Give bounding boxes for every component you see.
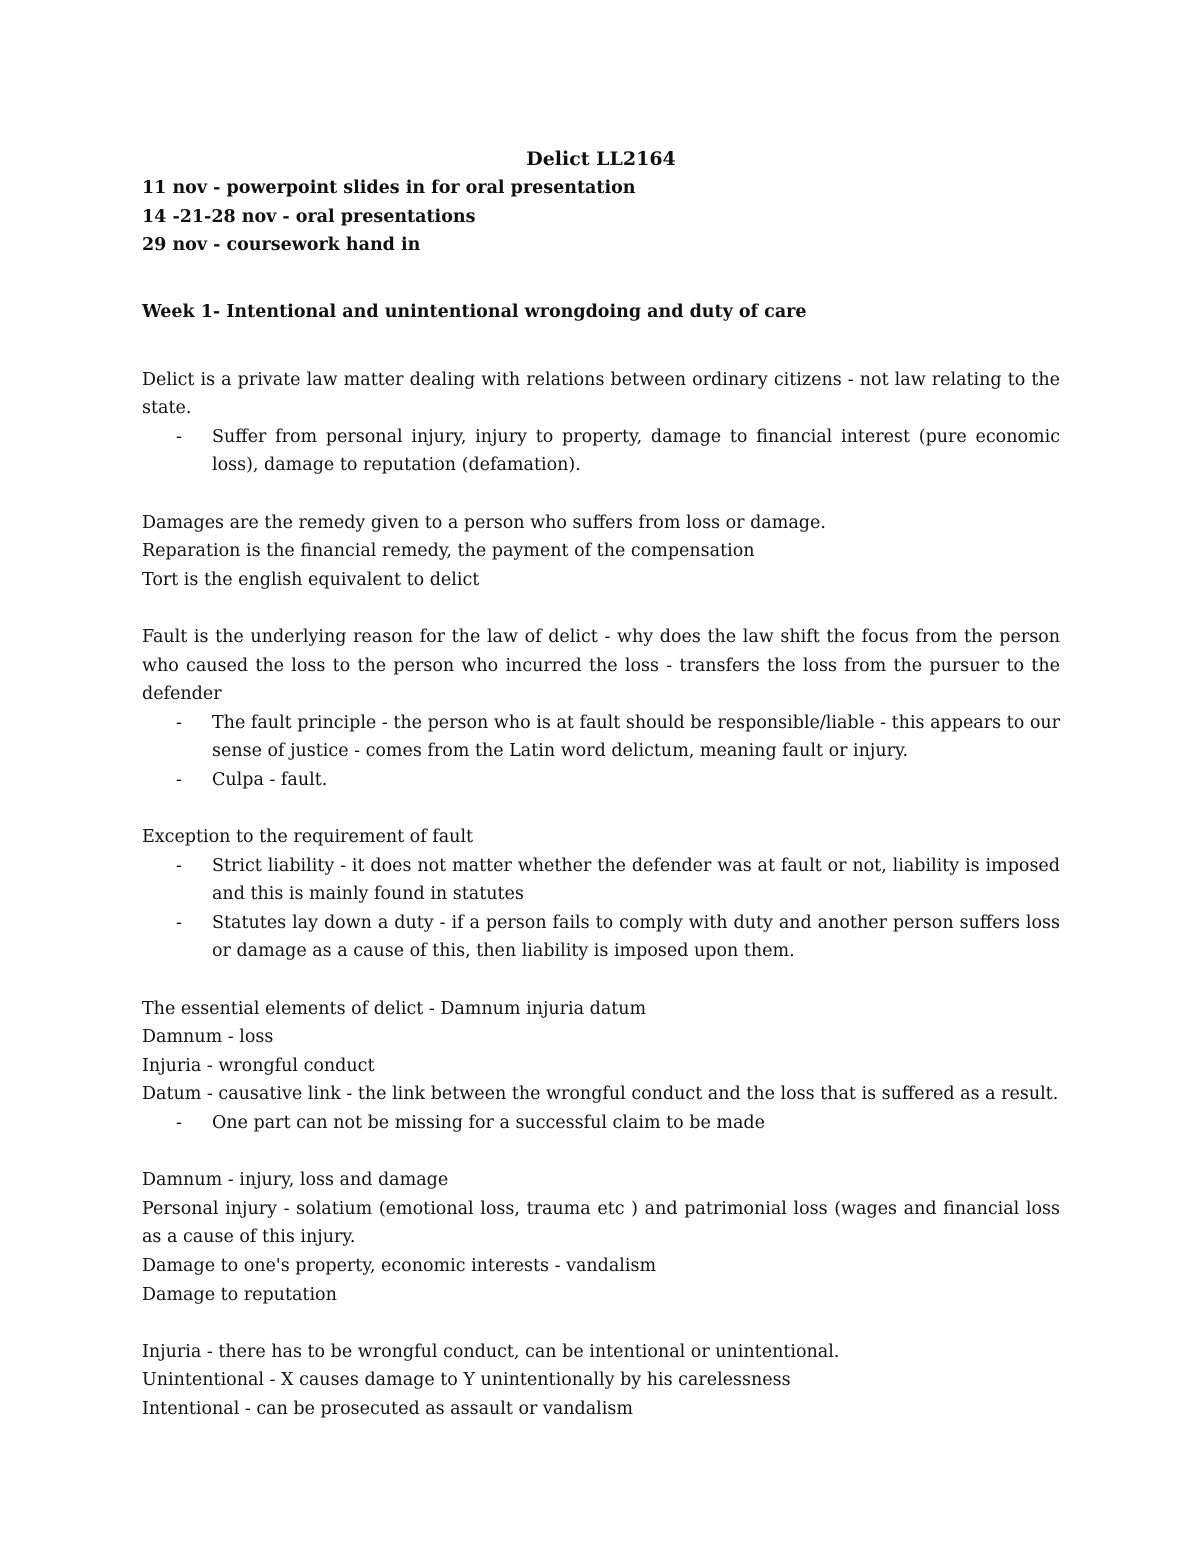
bullet-list-elements (142, 1109, 1060, 1138)
line-property-damage: Damage to one's property, economic interests - vandalism (142, 1255, 657, 1276)
line-essential-elements: The essential elements of delict - Damnum injuria datum (142, 998, 647, 1019)
list-item: - Strict liability - it does not matter whether the defender was at fault or not, liability is imposed and this is mainly found in statutes (212, 852, 1060, 909)
dash-bullet: - (176, 769, 182, 790)
bullet-list-fault (142, 709, 1060, 795)
line-damages: Damages are the remedy given to a person who suffers from loss or damage. (142, 512, 826, 533)
paragraph-delict-definition: Delict is a private law matter dealing with relations between ordinary citizens - not law relating to the state. (142, 369, 1060, 419)
spacer (142, 594, 1060, 623)
date-line-3: 29 nov - coursework hand in (142, 235, 421, 256)
list-item: - One part can not be missing for a successful claim to be made (212, 1109, 1060, 1138)
list-item: - Suffer from personal injury, injury to property, damage to financial interest (pure economic loss), damage to reputation (defamation). (212, 423, 1060, 480)
line-reputation-damage: Damage to reputation (142, 1284, 337, 1305)
date-line-1: 11 nov - powerpoint slides in for oral presentation (142, 178, 636, 198)
line-personal-injury: Personal injury - solatium (emotional loss, trauma etc ) and patrimonial loss (wages and financial loss as a cause of this injury. (142, 1198, 1060, 1248)
bullet-list-delict (142, 423, 1060, 480)
spacer (142, 288, 1060, 298)
line-damnum: Damnum - loss (142, 1027, 274, 1048)
line-injuria: Injuria - wrongful conduct (142, 1055, 375, 1076)
line-injuria-detail: Injuria - there has to be wrongful conduct, can be intentional or unintentional. (142, 1341, 840, 1362)
spacer (142, 1309, 1060, 1338)
line-intentional: Intentional - can be prosecuted as assault or vandalism (142, 1398, 633, 1419)
line-reparation: Reparation is the financial remedy, the payment of the compensation (142, 541, 755, 562)
week-heading: Week 1- Intentional and unintentional wrongdoing and duty of care (142, 302, 807, 323)
list-item: - Culpa - fault. (212, 766, 1060, 795)
dash-bullet: - (176, 912, 182, 933)
page-title: Delict LL2164 (526, 148, 676, 170)
spacer (142, 966, 1060, 995)
paragraph-fault: Fault is the underlying reason for the law of delict - why does the law shift the focus from the person who caused the loss to the person who incurred the loss - transfers the loss from the pursuer to the defender (142, 626, 1060, 705)
line-datum: Datum - causative link - the link between the wrongful conduct and the loss that is suffered as a result. (142, 1084, 1059, 1105)
line-unintentional: Unintentional - X causes damage to Y unintentionally by his carelessness (142, 1370, 791, 1391)
dash-bullet: - (176, 1113, 182, 1133)
list-item: - The fault principle - the person who is at fault should be responsible/liable - this appears to our sense of justice - comes from the Latin word delictum, meaning fault or injury. (212, 709, 1060, 766)
line-exception: Exception to the requirement of fault (142, 827, 474, 848)
spacer (142, 480, 1060, 509)
date-line-2: 14 -21-28 nov - oral presentations (142, 206, 476, 227)
line-damnum-detail: Damnum - injury, loss and damage (142, 1170, 449, 1191)
dash-bullet: - (176, 712, 182, 733)
spacer (142, 260, 1060, 289)
bullet-list-exception (142, 852, 1060, 966)
spacer (142, 794, 1060, 823)
dash-bullet: - (176, 855, 182, 876)
spacer (142, 356, 1060, 366)
line-tort: Tort is the english equivalent to delict (142, 569, 480, 590)
spacer (142, 327, 1060, 356)
spacer (142, 1138, 1060, 1167)
dash-bullet: - (176, 426, 182, 447)
list-item: - Statutes lay down a duty - if a person fails to comply with duty and another person suffers loss or damage as a cause of this, then liability is imposed upon them. (212, 909, 1060, 966)
